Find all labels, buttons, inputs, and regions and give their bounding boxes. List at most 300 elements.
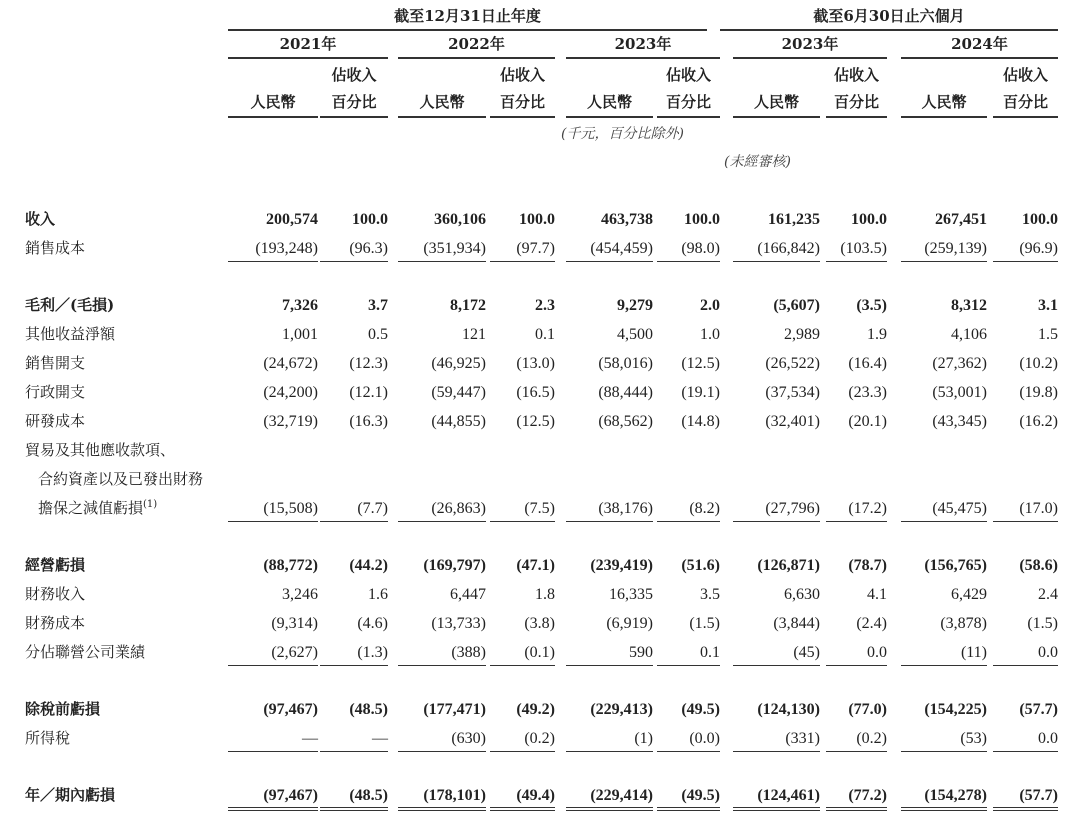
cell-value: (4.6) bbox=[357, 615, 388, 632]
cell bbox=[887, 610, 987, 639]
cell bbox=[653, 235, 720, 264]
table-row bbox=[0, 408, 1080, 437]
cell-value: (11) bbox=[901, 639, 987, 666]
cell bbox=[887, 206, 987, 235]
cell bbox=[228, 321, 318, 350]
cell-value: 7,326 bbox=[282, 297, 318, 314]
cell bbox=[555, 639, 653, 668]
row-label: 合約資產以及已發出財務 bbox=[38, 470, 204, 488]
cell bbox=[987, 235, 1058, 264]
cell bbox=[653, 437, 720, 524]
cell-value: 3,246 bbox=[282, 586, 318, 603]
cell bbox=[555, 206, 653, 235]
column-header-cell bbox=[555, 60, 653, 118]
cell bbox=[486, 321, 555, 350]
cell bbox=[987, 292, 1058, 321]
column-header-cell bbox=[720, 60, 820, 118]
cell-value: (24,672) bbox=[263, 355, 318, 372]
notes-row bbox=[0, 118, 1080, 174]
cell bbox=[228, 581, 318, 610]
cell bbox=[318, 437, 388, 524]
cell-value: (45) bbox=[733, 639, 820, 666]
cell-value: (169,797) bbox=[423, 557, 486, 574]
cell bbox=[555, 350, 653, 379]
cell bbox=[318, 379, 388, 408]
cell bbox=[388, 321, 486, 350]
cell bbox=[720, 725, 820, 754]
cell bbox=[388, 437, 486, 524]
cell-value: (26,863) bbox=[398, 495, 486, 522]
cell-value: (44,855) bbox=[431, 413, 486, 430]
row-label-cell bbox=[0, 696, 228, 725]
cell bbox=[486, 379, 555, 408]
cell-value: (88,444) bbox=[598, 384, 653, 401]
table-row bbox=[0, 350, 1080, 379]
cell-value: (154,278) bbox=[901, 782, 987, 811]
year-header: 2023年 bbox=[566, 32, 720, 59]
cell bbox=[720, 782, 820, 811]
cell-value: 0.1 bbox=[657, 639, 720, 666]
cell-value: 100.0 bbox=[1022, 211, 1058, 228]
cell bbox=[820, 350, 887, 379]
row-label: 貿易及其他應收款項、 bbox=[25, 441, 176, 459]
cell-value: (49.4) bbox=[490, 782, 555, 811]
cell-value: 100.0 bbox=[684, 211, 720, 228]
cell-value: (27,796) bbox=[733, 495, 820, 522]
row-label: 除稅前虧損 bbox=[25, 700, 101, 718]
cell-value: (8.2) bbox=[657, 495, 720, 522]
cell bbox=[987, 782, 1058, 811]
cell bbox=[987, 408, 1058, 437]
cell-value: (97,467) bbox=[263, 701, 318, 718]
cell bbox=[720, 610, 820, 639]
cell bbox=[318, 235, 388, 264]
cell-value: (49.5) bbox=[681, 701, 720, 718]
cell bbox=[653, 292, 720, 321]
cell bbox=[388, 782, 486, 811]
cell-value: (10.2) bbox=[1019, 355, 1058, 372]
cell bbox=[318, 350, 388, 379]
group-header-row bbox=[0, 4, 1080, 32]
notes-area bbox=[555, 118, 1058, 174]
cell bbox=[653, 581, 720, 610]
column-header-pct-line1: 佔收入 bbox=[1002, 66, 1048, 84]
cell bbox=[486, 610, 555, 639]
cell bbox=[318, 782, 388, 811]
cell-value: 1.6 bbox=[368, 586, 388, 603]
cell-value: (12.1) bbox=[349, 384, 388, 401]
table-row bbox=[0, 235, 1080, 264]
cell-value: 1.0 bbox=[700, 326, 720, 343]
cell bbox=[887, 292, 987, 321]
cell-value: (177,471) bbox=[423, 701, 486, 718]
cell-value: 100.0 bbox=[519, 211, 555, 228]
cell-value: 2.0 bbox=[700, 297, 720, 314]
cell bbox=[653, 552, 720, 581]
cell bbox=[820, 206, 887, 235]
table-row bbox=[0, 782, 1080, 811]
cell bbox=[555, 782, 653, 811]
cell bbox=[228, 379, 318, 408]
cell-value: 0.0 bbox=[993, 725, 1058, 752]
column-header-pct-line1: 佔收入 bbox=[499, 66, 545, 84]
column-header-rmb: 人民幣 bbox=[901, 89, 987, 118]
cell bbox=[555, 696, 653, 725]
row-label-cell bbox=[0, 437, 228, 524]
cell bbox=[987, 639, 1058, 668]
section-spacer bbox=[0, 668, 1080, 696]
column-header-rmb: 人民幣 bbox=[398, 89, 486, 118]
year-header: 2021年 bbox=[228, 32, 388, 59]
cell bbox=[887, 581, 987, 610]
cell bbox=[887, 379, 987, 408]
cell bbox=[887, 321, 987, 350]
cell-value: (229,414) bbox=[566, 782, 653, 811]
cell-value: 100.0 bbox=[352, 211, 388, 228]
cell bbox=[555, 379, 653, 408]
cell-value: (124,461) bbox=[733, 782, 820, 811]
cell bbox=[486, 206, 555, 235]
cell bbox=[228, 437, 318, 524]
cell-value: (17.2) bbox=[826, 495, 887, 522]
cell bbox=[987, 321, 1058, 350]
cell-value: (0.2) bbox=[826, 725, 887, 752]
cell-value: (44.2) bbox=[349, 557, 388, 574]
cell bbox=[228, 782, 318, 811]
cell-value: (57.7) bbox=[1019, 701, 1058, 718]
cell-value: (12.5) bbox=[681, 355, 720, 372]
cell bbox=[820, 321, 887, 350]
cell-value: (15,508) bbox=[228, 495, 318, 522]
cell-value: 4,106 bbox=[951, 326, 987, 343]
cell-value: (1.5) bbox=[689, 615, 720, 632]
cell-value: (193,248) bbox=[228, 235, 318, 262]
table-row bbox=[0, 321, 1080, 350]
cell bbox=[228, 725, 318, 754]
cell bbox=[228, 292, 318, 321]
cell-value: 3.7 bbox=[368, 297, 388, 314]
table-lead-spacer bbox=[0, 174, 1080, 206]
column-header-cell bbox=[887, 60, 987, 118]
cell bbox=[318, 206, 388, 235]
cell-value: (38,176) bbox=[566, 495, 653, 522]
cell bbox=[887, 639, 987, 668]
cell bbox=[318, 696, 388, 725]
cell-value: 0.5 bbox=[368, 326, 388, 343]
cell bbox=[388, 552, 486, 581]
cell bbox=[720, 292, 820, 321]
cell-value: 4,500 bbox=[617, 326, 653, 343]
cell bbox=[653, 206, 720, 235]
cell-value: 6,429 bbox=[951, 586, 987, 603]
cell bbox=[720, 321, 820, 350]
cell-value: (13.0) bbox=[516, 355, 555, 372]
header-spacer bbox=[0, 4, 228, 32]
cell-value: (259,139) bbox=[901, 235, 987, 262]
cell bbox=[653, 639, 720, 668]
cell-value: 2,989 bbox=[784, 326, 820, 343]
cell bbox=[987, 581, 1058, 610]
cell-value: 8,172 bbox=[450, 297, 486, 314]
row-label: 財務成本 bbox=[25, 614, 86, 632]
cell-value: (16.5) bbox=[516, 384, 555, 401]
cell bbox=[555, 552, 653, 581]
cell-value: (98.0) bbox=[657, 235, 720, 262]
cell bbox=[388, 408, 486, 437]
row-label: 收入 bbox=[25, 210, 56, 228]
row-label: 銷售開支 bbox=[25, 354, 86, 372]
column-header-cell bbox=[228, 60, 318, 118]
cell-value: (454,459) bbox=[566, 235, 653, 262]
year-header: 2022年 bbox=[398, 32, 555, 59]
row-label-cell bbox=[0, 350, 228, 379]
cell bbox=[887, 437, 987, 524]
cell bbox=[486, 696, 555, 725]
cell-value: (6,919) bbox=[606, 615, 653, 632]
cell-value: (26,522) bbox=[765, 355, 820, 372]
cell-value: (16.2) bbox=[1019, 413, 1058, 430]
cell-value: (9,314) bbox=[271, 615, 318, 632]
table-row bbox=[0, 725, 1080, 754]
row-label-cell bbox=[0, 725, 228, 754]
column-header-cell bbox=[318, 60, 388, 118]
cell-value: (48.5) bbox=[320, 782, 388, 811]
row-label-cell bbox=[0, 206, 228, 235]
cell bbox=[820, 379, 887, 408]
cell bbox=[388, 206, 486, 235]
cell bbox=[653, 408, 720, 437]
column-header-cell bbox=[820, 60, 887, 118]
cell bbox=[720, 379, 820, 408]
cell-value: (57.7) bbox=[993, 782, 1058, 811]
cell-value: (43,345) bbox=[932, 413, 987, 430]
cell-value: 200,574 bbox=[266, 211, 318, 228]
row-label: 毛利／(毛損) bbox=[25, 296, 115, 314]
row-label: 行政開支 bbox=[25, 383, 86, 401]
row-label: 年／期內虧損 bbox=[25, 786, 116, 804]
cell bbox=[653, 782, 720, 811]
cell-value: 2.3 bbox=[535, 297, 555, 314]
year-header-row bbox=[0, 32, 1080, 60]
cell bbox=[653, 696, 720, 725]
row-label-cell bbox=[0, 235, 228, 264]
cell bbox=[318, 725, 388, 754]
cell-value: (19.8) bbox=[1019, 384, 1058, 401]
cell bbox=[720, 235, 820, 264]
cell-value: (14.8) bbox=[681, 413, 720, 430]
cell-value: 121 bbox=[462, 326, 486, 343]
column-header-cell bbox=[653, 60, 720, 118]
group-header-annual-cell bbox=[228, 4, 720, 32]
table-row bbox=[0, 610, 1080, 639]
cell bbox=[987, 437, 1058, 524]
cell bbox=[987, 379, 1058, 408]
cell bbox=[987, 552, 1058, 581]
cell bbox=[887, 696, 987, 725]
table-row bbox=[0, 292, 1080, 321]
cell-value: (48.5) bbox=[349, 701, 388, 718]
cell bbox=[653, 379, 720, 408]
cell bbox=[486, 408, 555, 437]
cell bbox=[486, 292, 555, 321]
cell bbox=[653, 610, 720, 639]
cell bbox=[555, 581, 653, 610]
cell bbox=[228, 552, 318, 581]
cell bbox=[720, 437, 820, 524]
cell-value: (0.1) bbox=[490, 639, 555, 666]
column-header-cell bbox=[987, 60, 1058, 118]
column-header-pct-line2: 百分比 bbox=[490, 89, 555, 118]
cell bbox=[486, 639, 555, 668]
year-header: 2024年 bbox=[901, 32, 1058, 59]
cell bbox=[820, 235, 887, 264]
cell-value: (12.3) bbox=[349, 355, 388, 372]
cell bbox=[820, 292, 887, 321]
cell-value: (630) bbox=[398, 725, 486, 752]
cell bbox=[318, 321, 388, 350]
cell-value: 590 bbox=[566, 639, 653, 666]
cell-value: 1.8 bbox=[535, 586, 555, 603]
cell bbox=[887, 235, 987, 264]
cell bbox=[653, 725, 720, 754]
section-spacer bbox=[0, 264, 1080, 292]
cell-value: (3,878) bbox=[940, 615, 987, 632]
table-row bbox=[0, 581, 1080, 610]
group-header-annual: 截至12月31日止年度 bbox=[228, 4, 707, 31]
cell bbox=[228, 610, 318, 639]
cell-value: (103.5) bbox=[826, 235, 887, 262]
cell bbox=[987, 696, 1058, 725]
cell-value: (16.4) bbox=[848, 355, 887, 372]
cell bbox=[318, 408, 388, 437]
cell bbox=[228, 350, 318, 379]
column-header-pct-line1: 佔收入 bbox=[833, 66, 879, 84]
cell-value: 0.0 bbox=[826, 639, 887, 666]
footnote-marker: (1) bbox=[143, 499, 158, 510]
section-spacer bbox=[0, 754, 1080, 782]
cell bbox=[820, 639, 887, 668]
cell-value: (59,447) bbox=[431, 384, 486, 401]
cell-value: 1.9 bbox=[867, 326, 887, 343]
cell bbox=[388, 581, 486, 610]
cell bbox=[820, 696, 887, 725]
cell bbox=[887, 782, 987, 811]
cell-value: 463,738 bbox=[601, 211, 653, 228]
cell-value: 2.4 bbox=[1038, 586, 1058, 603]
cell bbox=[555, 725, 653, 754]
cell bbox=[887, 552, 987, 581]
cell-value: (166,842) bbox=[733, 235, 820, 262]
cell-value: (97,467) bbox=[228, 782, 318, 811]
cell-value: (351,934) bbox=[398, 235, 486, 262]
cell-value: (49.2) bbox=[516, 701, 555, 718]
cell bbox=[820, 437, 887, 524]
cell bbox=[555, 408, 653, 437]
cell bbox=[318, 552, 388, 581]
cell-value: (3,844) bbox=[773, 615, 820, 632]
year-header: 2023年 bbox=[733, 32, 887, 59]
cell bbox=[318, 639, 388, 668]
cell-value: (13,733) bbox=[431, 615, 486, 632]
cell-value: (5,607) bbox=[773, 297, 820, 314]
cell-value: (23.3) bbox=[848, 384, 887, 401]
row-label-text: 擔保之減值虧損 bbox=[38, 499, 144, 517]
cell bbox=[555, 610, 653, 639]
row-label-cell bbox=[0, 379, 228, 408]
cell-value: 360,106 bbox=[434, 211, 486, 228]
cell-value: (2.4) bbox=[856, 615, 887, 632]
year-header-cell bbox=[228, 32, 388, 60]
cell bbox=[987, 610, 1058, 639]
cell bbox=[555, 437, 653, 524]
cell-value: (19.1) bbox=[681, 384, 720, 401]
cell bbox=[486, 350, 555, 379]
cell-value: 3.1 bbox=[1038, 297, 1058, 314]
column-header-cell bbox=[388, 60, 486, 118]
cell bbox=[720, 408, 820, 437]
cell bbox=[887, 725, 987, 754]
cell-value: (46,925) bbox=[431, 355, 486, 372]
cell bbox=[820, 610, 887, 639]
cell-value: (32,719) bbox=[263, 413, 318, 430]
row-label-cell bbox=[0, 610, 228, 639]
cell-value: (239,419) bbox=[590, 557, 653, 574]
cell bbox=[318, 292, 388, 321]
cell-value: (388) bbox=[398, 639, 486, 666]
year-header-cell bbox=[555, 32, 720, 60]
row-label: 財務收入 bbox=[25, 585, 86, 603]
cell-value: (3.8) bbox=[524, 615, 555, 632]
cell-value: (78.7) bbox=[848, 557, 887, 574]
cell bbox=[388, 696, 486, 725]
cell-value: (7.5) bbox=[490, 495, 555, 522]
cell-value: (229,413) bbox=[590, 701, 653, 718]
cell-value: (331) bbox=[733, 725, 820, 752]
cell-value: 1,001 bbox=[282, 326, 318, 343]
cell-value: 4.1 bbox=[867, 586, 887, 603]
cell-value: 9,279 bbox=[617, 297, 653, 314]
row-label: 所得稅 bbox=[25, 729, 71, 747]
column-header-pct-line2: 百分比 bbox=[826, 89, 887, 118]
row-label-cell bbox=[0, 292, 228, 321]
row-label-cell bbox=[0, 552, 228, 581]
cell bbox=[228, 235, 318, 264]
row-label: 其他收益淨額 bbox=[25, 325, 116, 343]
cell-value: (27,362) bbox=[932, 355, 987, 372]
cell bbox=[555, 321, 653, 350]
cell-value: (156,765) bbox=[924, 557, 987, 574]
cell-value: (1.3) bbox=[320, 639, 388, 666]
cell bbox=[987, 206, 1058, 235]
cell-value: 3.5 bbox=[700, 586, 720, 603]
cell bbox=[388, 379, 486, 408]
group-header-interim: 截至6月30日止六個月 bbox=[720, 4, 1058, 31]
cell bbox=[720, 581, 820, 610]
cell-value: (20.1) bbox=[848, 413, 887, 430]
cell bbox=[720, 206, 820, 235]
cell-value: (1.5) bbox=[1027, 615, 1058, 632]
table-body bbox=[0, 206, 1080, 811]
cell bbox=[555, 235, 653, 264]
cell bbox=[720, 552, 820, 581]
cell bbox=[486, 782, 555, 811]
cell bbox=[720, 639, 820, 668]
header-spacer bbox=[0, 60, 228, 118]
cell-value: (88,772) bbox=[263, 557, 318, 574]
cell bbox=[820, 782, 887, 811]
year-header-cell bbox=[720, 32, 887, 60]
column-header-rmb: 人民幣 bbox=[566, 89, 653, 118]
